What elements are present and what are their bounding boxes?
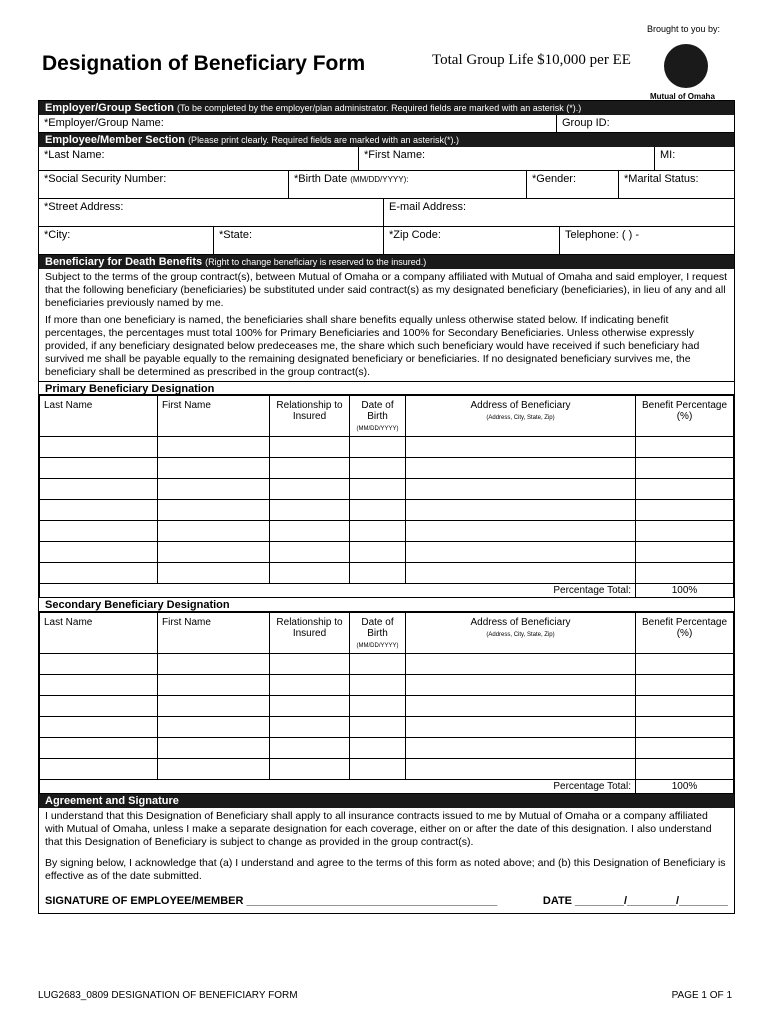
col-dob: Date of Birth (MM/DD/YYYY): [350, 613, 406, 654]
ssn-field[interactable]: *Social Security Number:: [39, 171, 289, 198]
date-line[interactable]: DATE ________/________/________: [542, 895, 728, 907]
death-benefits-bar: Beneficiary for Death Benefits (Right to change beneficiary is reserved to the insured.): [39, 255, 734, 269]
table-row[interactable]: [40, 738, 734, 759]
secondary-section-title: Secondary Beneficiary Designation: [39, 598, 734, 612]
employer-section-bar: Employer/Group Section (To be completed by the employer/plan administrator. Required fields are marked with an asterisk (*).): [39, 101, 734, 115]
table-row[interactable]: [40, 654, 734, 675]
table-row[interactable]: [40, 479, 734, 500]
signature-row: [39, 885, 734, 913]
table-row[interactable]: [40, 675, 734, 696]
state-field[interactable]: *State:: [214, 227, 384, 254]
primary-section-title: Primary Beneficiary Designation: [39, 381, 734, 395]
col-address: Address of Beneficiary (Address, City, State, Zip): [406, 396, 636, 437]
col-relationship: Relationship to Insured: [270, 396, 350, 437]
brought-by-label: Brought to you by:: [646, 24, 720, 34]
table-row[interactable]: [40, 458, 734, 479]
agreement-bar: Agreement and Signature: [39, 794, 734, 808]
table-row[interactable]: [40, 437, 734, 458]
birth-date-field[interactable]: *Birth Date (MM/DD/YYYY):: [289, 171, 527, 198]
agreement-paragraph: I understand that this Designation of Beneficiary shall apply to all insurance contracts issued to me by Mutual of Omaha or a company affiliated with Mutual of Omaha, unless I make a separate designation for each coverage, either on or after the date of this designation. I also understand that this Designation of Beneficiary is subject to change as provided in the group contract(s).: [45, 810, 712, 848]
sharing-paragraph: If more than one beneficiary is named, the beneficiaries shall share benefits equally unless otherwise stated below. If indicating benefit percentages, the percentages must total 100% for Primary Beneficiaries and 100% for Secondary Beneficiaries. Unless otherwise expressly provided, if any beneficiary designated below predeceases me, the share which such beneficiary would have received if such beneficiary had survived me shall be payable equally to the remaining designated beneficiary or beneficiaries. If no designated beneficiary survives me, the beneficiary shall be determined as prescribed in the group contract(s).: [45, 314, 700, 378]
col-percentage: Benefit Percentage (%): [636, 396, 734, 437]
secondary-beneficiary-table: [39, 612, 734, 794]
col-last-name: Last Name: [40, 613, 158, 654]
table-row[interactable]: [40, 563, 734, 584]
col-relationship: Relationship to Insured: [270, 613, 350, 654]
city-field[interactable]: *City:: [39, 227, 214, 254]
marital-status-field[interactable]: *Marital Status:: [624, 173, 699, 185]
form-code: LUG2683_0809 DESIGNATION OF BENEFICIARY FORM: [38, 990, 298, 1001]
page-number: PAGE 1 OF 1: [671, 990, 732, 1001]
last-name-field[interactable]: *Last Name:: [39, 147, 359, 170]
first-name-field[interactable]: *First Name:: [359, 147, 655, 170]
beneficiary-form: [38, 100, 735, 914]
acknowledge-paragraph: By signing below, I acknowledge that (a) I understand and agree to the terms of this form as noted above; and (b) this Designation of Beneficiary is effective as of the date submitted.: [45, 857, 726, 882]
table-row[interactable]: [40, 696, 734, 717]
primary-total-label: Percentage Total:: [40, 584, 636, 598]
table-row[interactable]: [40, 759, 734, 780]
email-field[interactable]: E-mail Address:: [389, 201, 467, 213]
page-title: Designation of Beneficiary Form: [42, 52, 366, 75]
table-row[interactable]: [40, 500, 734, 521]
gender-field[interactable]: *Gender:: [527, 171, 619, 198]
secondary-total-value: 100%: [636, 780, 734, 794]
primary-beneficiary-table: [39, 395, 734, 598]
col-first-name: First Name: [158, 396, 270, 437]
table-row[interactable]: [40, 717, 734, 738]
terms-paragraph: Subject to the terms of the group contract(s), between Mutual of Omaha or a company affiliated with Mutual of Omaha and said employer, I request that the following beneficiary (beneficiaries) be substituted under said contract(s) as my designated beneficiary (beneficiaries), in lieu of any and all beneficiaries previously named by me.: [45, 271, 728, 309]
signature-line[interactable]: SIGNATURE OF EMPLOYEE/MEMBER _________________________________________: [45, 895, 498, 907]
employer-name-field[interactable]: *Employer/Group Name:: [39, 115, 557, 132]
col-percentage: Benefit Percentage (%): [636, 613, 734, 654]
table-row[interactable]: [40, 542, 734, 563]
company-logo-icon: [664, 44, 708, 88]
telephone-field[interactable]: Telephone: ( ) -: [565, 229, 639, 241]
secondary-total-label: Percentage Total:: [40, 780, 636, 794]
col-first-name: First Name: [158, 613, 270, 654]
mi-field[interactable]: MI:: [660, 149, 676, 161]
col-dob: Date of Birth (MM/DD/YYYY): [350, 396, 406, 437]
primary-total-value: 100%: [636, 584, 734, 598]
street-address-field[interactable]: *Street Address:: [39, 199, 384, 226]
table-row[interactable]: [40, 521, 734, 542]
zip-field[interactable]: *Zip Code:: [384, 227, 560, 254]
group-id-field[interactable]: Group ID:: [562, 117, 610, 129]
member-section-bar: Employee/Member Section (Please print clearly. Required fields are marked with an asterisk(*).): [39, 133, 734, 147]
col-address: Address of Beneficiary (Address, City, State, Zip): [406, 613, 636, 654]
coverage-subtitle: Total Group Life $10,000 per EE: [432, 52, 631, 68]
logo-text: Mutual of Omaha: [650, 92, 715, 101]
col-last-name: Last Name: [40, 396, 158, 437]
